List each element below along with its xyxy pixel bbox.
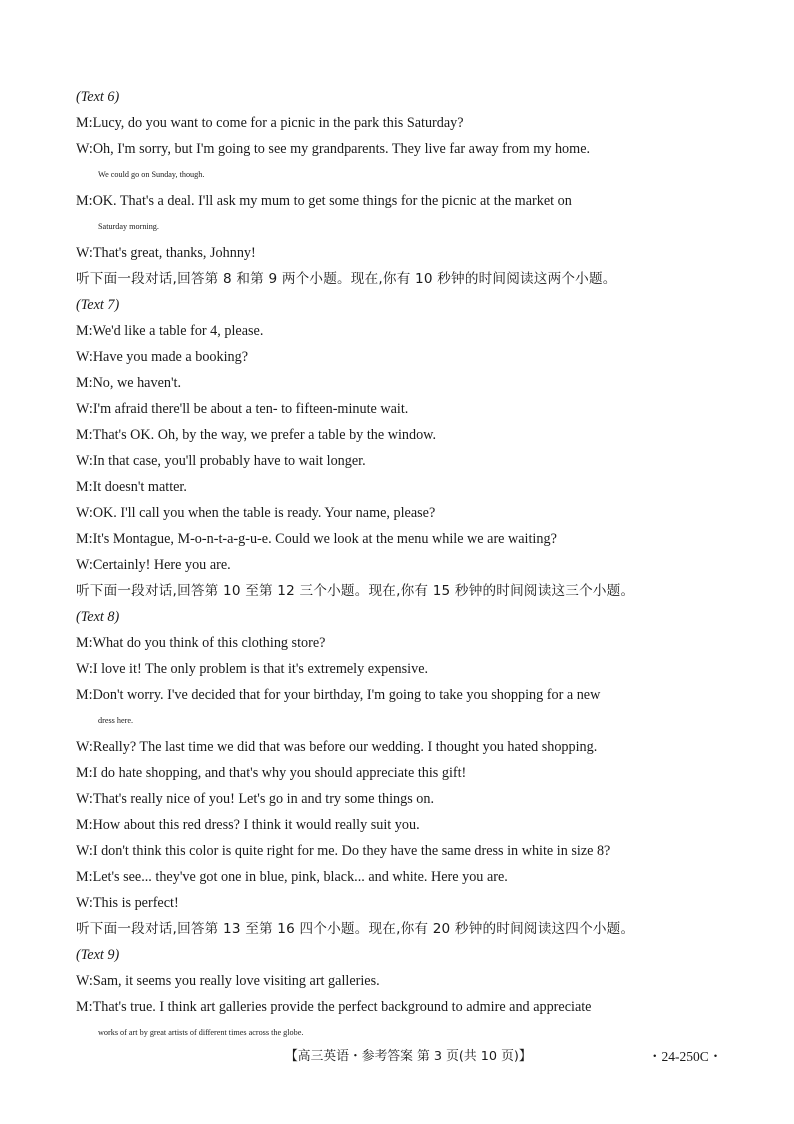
speaker-tag: M: <box>76 869 93 885</box>
utterance-text: We'd like a table for 4, please. <box>92 323 264 339</box>
speaker-tag: M: <box>76 817 93 833</box>
dialogue-continuation: works of art by great artists of different times across the globe. <box>98 1028 304 1037</box>
speaker-tag: M: <box>76 999 93 1015</box>
utterance-text: In that case, you'll probably have to wait longer. <box>92 453 366 469</box>
utterance-text: Have you made a booking? <box>92 349 249 365</box>
speaker-tag: W: <box>76 895 93 911</box>
dialogue-line <box>76 240 722 266</box>
dialogue-line <box>76 474 722 500</box>
speaker-tag: W: <box>76 453 93 469</box>
page-footer <box>0 1045 794 1069</box>
speaker-tag: M: <box>76 479 93 495</box>
dialogue-line <box>76 136 722 162</box>
section-label-text: (Text 6) <box>76 89 120 105</box>
utterance-text: Oh, I'm sorry, but I'm going to see my grandparents. They live far away from my home. <box>92 141 591 157</box>
dialogue-line <box>76 448 722 474</box>
speaker-tag: M: <box>76 687 93 703</box>
text-section-label <box>76 292 722 318</box>
speaker-tag: M: <box>76 323 93 339</box>
speaker-tag: W: <box>76 141 93 157</box>
speaker-tag: M: <box>76 193 93 209</box>
dialogue-line <box>76 500 722 526</box>
utterance-text: I do hate shopping, and that's why you should appreciate this gift! <box>92 765 467 781</box>
dialogue-line <box>76 110 722 136</box>
dialogue-line <box>76 188 722 214</box>
utterance-text: That's really nice of you! Let's go in and try some things on. <box>92 791 435 807</box>
speaker-tag: W: <box>76 739 93 755</box>
speaker-tag: W: <box>76 661 93 677</box>
footer-doc-code: ・24-250C・ <box>648 1049 723 1064</box>
footer-page-info: 【高三英语・参考答案 第 3 页(共 10 页)】 <box>285 1049 532 1064</box>
section-label-text: (Text 7) <box>76 297 120 313</box>
instruction-line: 听下面一段对话,回答第 10 至第 12 三个小题。现在,你有 15 秒钟的时间阅读这三个小题。 <box>76 583 635 599</box>
dialogue-line <box>76 786 722 812</box>
speaker-tag: W: <box>76 557 93 573</box>
dialogue-line <box>76 526 722 552</box>
utterance-text: That's great, thanks, Johnny! <box>92 245 256 261</box>
utterance-text: Lucy, do you want to come for a picnic in the park this Saturday? <box>92 115 464 131</box>
text-section-label <box>76 604 722 630</box>
dialogue-line <box>76 812 722 838</box>
speaker-tag: M: <box>76 375 93 391</box>
utterance-text: What do you think of this clothing store? <box>92 635 326 651</box>
utterance-text: It doesn't matter. <box>92 479 187 495</box>
dialogue-line <box>76 396 722 422</box>
utterance-text: It's Montague, M-o-n-t-a-g-u-e. Could we look at the menu while we are waiting? <box>92 531 557 547</box>
dialogue-line <box>76 630 722 656</box>
dialogue-line <box>76 552 722 578</box>
speaker-tag: W: <box>76 245 93 261</box>
dialogue-line <box>76 656 722 682</box>
speaker-tag: W: <box>76 505 93 521</box>
speaker-tag: W: <box>76 843 93 859</box>
utterance-text: I don't think this color is quite right for me. Do they have the same dress in white in size 8? <box>92 843 611 859</box>
speaker-tag: W: <box>76 791 93 807</box>
dialogue-line <box>76 890 722 916</box>
speaker-tag: M: <box>76 635 93 651</box>
utterance-text: No, we haven't. <box>92 375 182 391</box>
dialogue-line <box>76 968 722 994</box>
dialogue-line <box>76 344 722 370</box>
dialogue-continuation: Saturday morning. <box>98 222 159 231</box>
dialogue-continuation: We could go on Sunday, though. <box>98 170 205 179</box>
dialogue-line <box>76 838 722 864</box>
utterance-text: That's OK. Oh, by the way, we prefer a table by the window. <box>92 427 437 443</box>
dialogue-line <box>76 760 722 786</box>
section-label-text: (Text 8) <box>76 609 120 625</box>
utterance-text: That's true. I think art galleries provide the perfect background to admire and appreciate <box>92 999 592 1015</box>
speaker-tag: W: <box>76 401 93 417</box>
instruction-line: 听下面一段对话,回答第 13 至第 16 四个小题。现在,你有 20 秒钟的时间阅读这四个小题。 <box>76 921 635 937</box>
text-section-label <box>76 942 722 968</box>
utterance-text: How about this red dress? I think it would really suit you. <box>92 817 420 833</box>
speaker-tag: M: <box>76 115 93 131</box>
dialogue-line <box>76 994 722 1020</box>
utterance-text: I'm afraid there'll be about a ten- to fifteen-minute wait. <box>92 401 409 417</box>
dialogue-line <box>76 318 722 344</box>
speaker-tag: W: <box>76 349 93 365</box>
utterance-text: Certainly! Here you are. <box>92 557 231 573</box>
instruction-line: 听下面一段对话,回答第 8 和第 9 两个小题。现在,你有 10 秒钟的时间阅读这两个小题。 <box>76 271 617 287</box>
speaker-tag: M: <box>76 427 93 443</box>
dialogue-continuation: dress here. <box>98 716 134 725</box>
speaker-tag: M: <box>76 765 93 781</box>
utterance-text: OK. I'll call you when the table is ready. Your name, please? <box>92 505 436 521</box>
dialogue-line <box>76 734 722 760</box>
utterance-text: I love it! The only problem is that it's extremely expensive. <box>92 661 429 677</box>
dialogue-line <box>76 370 722 396</box>
section-label-text: (Text 9) <box>76 947 120 963</box>
utterance-text: Let's see... they've got one in blue, pink, black... and white. Here you are. <box>92 869 508 885</box>
dialogue-line <box>76 682 722 708</box>
speaker-tag: M: <box>76 531 93 547</box>
speaker-tag: W: <box>76 973 93 989</box>
text-section-label <box>76 84 722 110</box>
document-body <box>76 84 722 1046</box>
utterance-text: Sam, it seems you really love visiting art galleries. <box>92 973 380 989</box>
utterance-text: OK. That's a deal. I'll ask my mum to get some things for the picnic at the market on <box>92 193 572 209</box>
utterance-text: Don't worry. I've decided that for your birthday, I'm going to take you shopping for a new <box>92 687 601 703</box>
utterance-text: Really? The last time we did that was before our wedding. I thought you hated shopping. <box>92 739 598 755</box>
dialogue-line <box>76 422 722 448</box>
dialogue-line <box>76 864 722 890</box>
utterance-text: This is perfect! <box>92 895 179 911</box>
